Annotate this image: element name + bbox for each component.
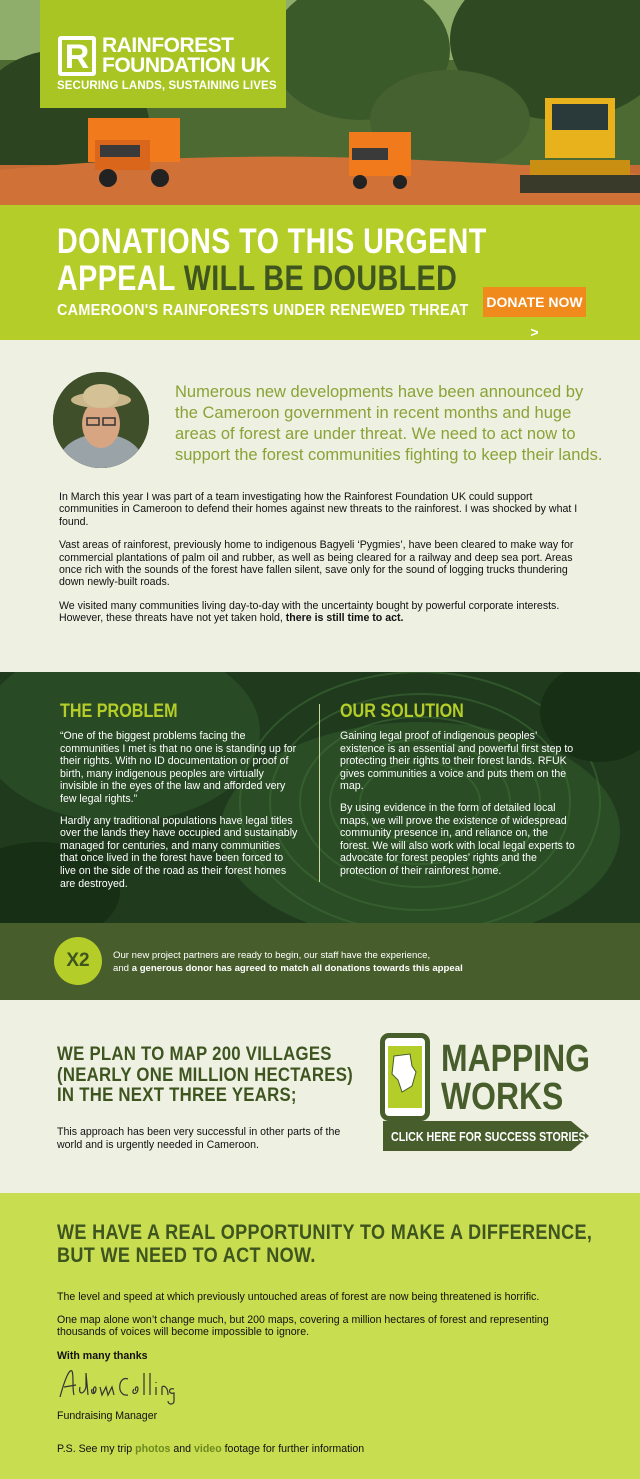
- problem-solution-section: [0, 672, 640, 923]
- column-divider: [319, 704, 320, 882]
- plan-body: This approach has been very successful in other parts of the world and is urgently needed in Cameroon.: [57, 1126, 341, 1151]
- success-stories-button[interactable]: CLICK HERE FOR SUCCESS STORIES: [383, 1121, 589, 1151]
- appeal-subheadline: CAMEROON'S RAINFORESTS UNDER RENEWED THREAT: [57, 302, 469, 319]
- problem-paragraph: Hardly any traditional populations have legal titles over the lands they have occupied and sustainably managed for centuries, and many communities that once lived in the forest have been forced to live on the side of the road as their forest homes are destroyed.: [60, 814, 298, 890]
- sign-off: With many thanks: [57, 1350, 148, 1362]
- problem-column: [60, 702, 300, 899]
- donate-now-button[interactable]: DONATE NOW >: [483, 287, 586, 317]
- intro-paragraph: Vast areas of rainforest, previously home to indigenous Bagyeli ‘Pygmies’, have been cleared to make way for commercial plantations of palm oil and rubber, as well as being cleared for a railway and deep sea port. Areas once rich with the sounds of the forest have fallen silent, save only for the sound of logging trucks thundering down newly-built roads.: [59, 539, 574, 589]
- logo-mark-icon: R: [58, 36, 96, 76]
- postscript: P.S. See my trip photos and video footage for further information: [57, 1443, 365, 1455]
- problem-paragraph: “One of the biggest problems facing the communities I met is that no one is standing up for their rights. With no ID documentation or proof of birth, many indigenous peoples are virtually invisible in the eyes of the law and afforded very few legal rights.”: [60, 730, 297, 805]
- closing-heading: WE HAVE A REAL OPPORTUNITY TO MAKE A DIFFERENCE, BUT WE NEED TO ACT NOW.: [57, 1221, 593, 1267]
- logo-name: RAINFOREST FOUNDATION UK: [102, 34, 271, 77]
- mapping-works-title: MAPPING WORKS: [441, 1038, 590, 1118]
- intro-body: [59, 491, 579, 636]
- photos-link[interactable]: photos: [135, 1443, 171, 1455]
- problem-title: THE PROBLEM: [60, 701, 178, 722]
- x2-badge: X2: [54, 937, 102, 985]
- appeal-headline: DONATIONS TO THIS URGENT APPEAL WILL BE DOUBLED: [57, 222, 487, 298]
- closing-section: [0, 1193, 640, 1479]
- logo[interactable]: [40, 0, 286, 108]
- logo-tagline: SECURING LANDS, SUSTAINING LIVES: [57, 80, 277, 92]
- plan-heading: WE PLAN TO MAP 200 VILLAGES (NEARLY ONE MILLION HECTARES) IN THE NEXT THREE YEARS;: [57, 1043, 354, 1106]
- gps-device-icon: [380, 1033, 430, 1121]
- intro-paragraph: In March this year I was part of a team investigating how the Rainforest Foundation UK could support communities in Cameroon to defend their homes against new threats to the rainforest. I was shocked by what I found.: [59, 491, 578, 528]
- appeal-band: [0, 205, 640, 340]
- intro-lead: Numerous new developments have been announced by the Cameroon government in recent months and huge areas of forest are under threat. We need to act now to support the forest communities fighting to keep their lands.: [175, 383, 603, 464]
- match-funding-band: [0, 923, 640, 1000]
- solution-paragraph: Gaining legal proof of indigenous peoples’ existence is an essential and powerful first step to protecting their rights to their forest lands. RFUK gives communities a voice and puts them on the map.: [340, 730, 574, 793]
- solution-title: OUR SOLUTION: [340, 701, 464, 722]
- closing-paragraph: The level and speed at which previously untouched areas of forest are now being threatened is horrific.: [57, 1291, 540, 1303]
- signatory-role: Fundraising Manager: [57, 1410, 158, 1422]
- solution-column: [340, 702, 580, 887]
- intro-paragraph: We visited many communities living day-to-day with the uncertainty bought by powerful corporate interests. However, these threats have not yet taken hold, there is still time to act.: [59, 599, 560, 625]
- closing-paragraph: One map alone won’t change much, but 200 maps, covering a million hectares of forest and representing thousands of voices will become impossible to ignore.: [57, 1313, 549, 1338]
- match-text: Our new project partners are ready to begin, our staff have the experience, and a generous donor has agreed to match all donations towards this appeal: [113, 950, 463, 974]
- solution-paragraph: By using evidence in the form of detailed local maps, we will prove the existence of widespread community presence in, and reliance on, the forest. We will also work with local legal experts to advocate for forest peoples’ rights and the protection of their rainforest home.: [340, 801, 575, 877]
- avatar: [53, 372, 149, 468]
- intro-section: [0, 340, 640, 672]
- signature: [56, 1365, 176, 1410]
- hero-banner: [0, 0, 640, 205]
- video-link[interactable]: video: [194, 1443, 222, 1455]
- mapping-section: [0, 1000, 640, 1193]
- closing-body: [57, 1291, 597, 1349]
